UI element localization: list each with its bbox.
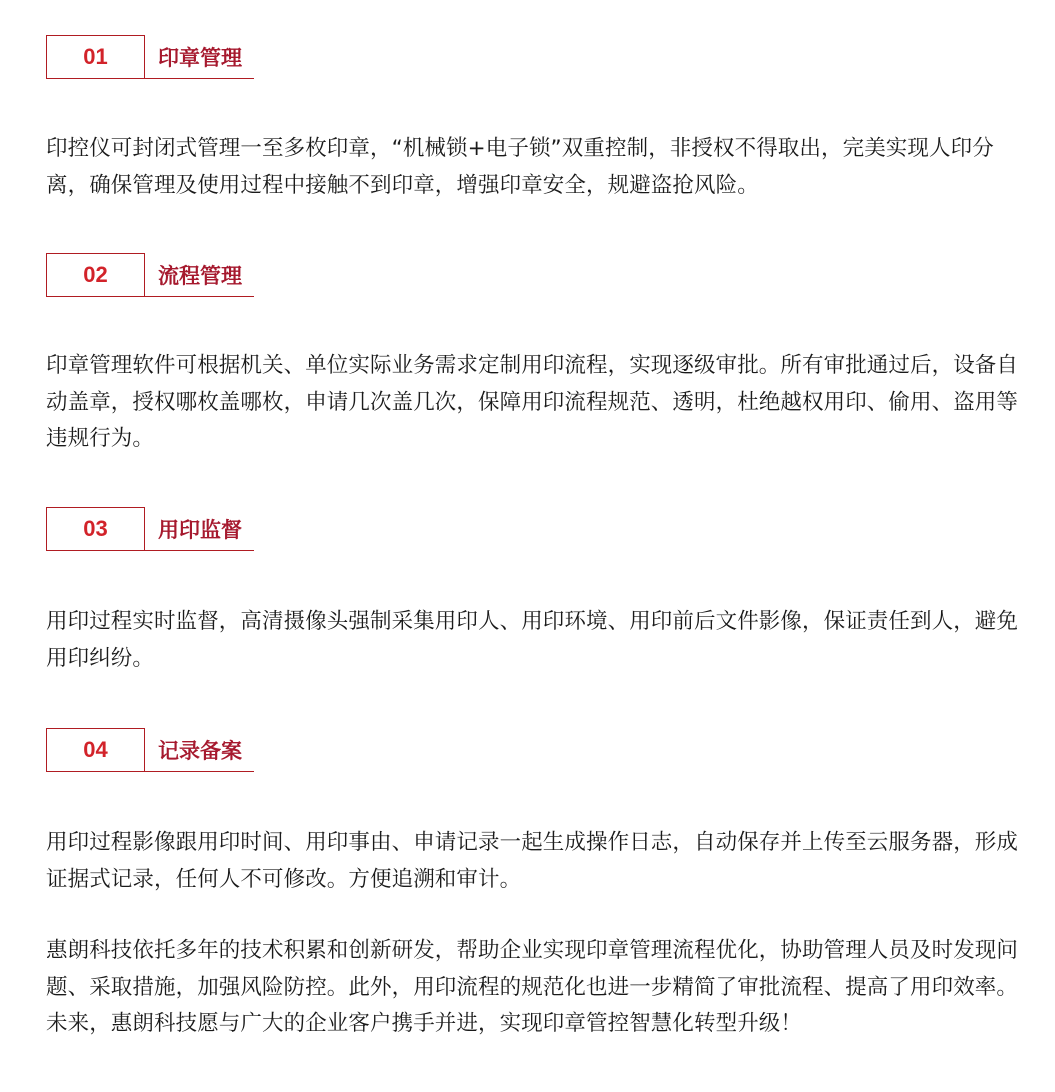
section-header-04 xyxy=(46,728,254,772)
section-number: 03 xyxy=(46,507,145,551)
section-number: 01 xyxy=(46,35,145,79)
section-body: 用印过程影像跟用印时间、用印事由、申请记录一起生成操作日志，自动保存并上传至云服务器，形成证据式记录，任何人不可修改。方便追溯和审计。 xyxy=(46,830,1019,892)
section-title: 流程管理 xyxy=(145,253,254,297)
section-number: 02 xyxy=(46,253,145,297)
section-number: 04 xyxy=(46,728,145,772)
closing-paragraph: 惠朗科技依托多年的技术积累和创新研发，帮助企业实现印章管理流程优化，协助管理人员及时发现问题、采取措施，加强风险防控。此外，用印流程的规范化也进一步精简了审批流程、提高了用印效率。未来，惠朗科技愿与广大的企业客户携手并进，实现印章管控智慧化转型升级！ xyxy=(46,938,1019,1036)
section-body: 用印过程实时监督，高清摄像头强制采集用印人、用印环境、用印前后文件影像，保证责任到人，避免用印纠纷。 xyxy=(46,609,1019,671)
section-header-03 xyxy=(46,507,254,551)
section-title: 用印监督 xyxy=(145,507,254,551)
section-header-02 xyxy=(46,253,254,297)
section-header-01 xyxy=(46,35,254,79)
section-body: 印章管理软件可根据机关、单位实际业务需求定制用印流程，实现逐级审批。所有审批通过后，设备自动盖章，授权哪枚盖哪枚，申请几次盖几次，保障用印流程规范、透明，杜绝越权用印、偷用、盗用等违规行为。 xyxy=(46,353,1019,451)
section-body: 印控仪可封闭式管理一至多枚印章，“机械锁+电子锁”双重控制，非授权不得取出，完美实现人印分离，确保管理及使用过程中接触不到印章，增强印章安全，规避盗抢风险。 xyxy=(46,136,994,198)
section-title: 印章管理 xyxy=(145,35,254,79)
section-title: 记录备案 xyxy=(145,728,254,772)
